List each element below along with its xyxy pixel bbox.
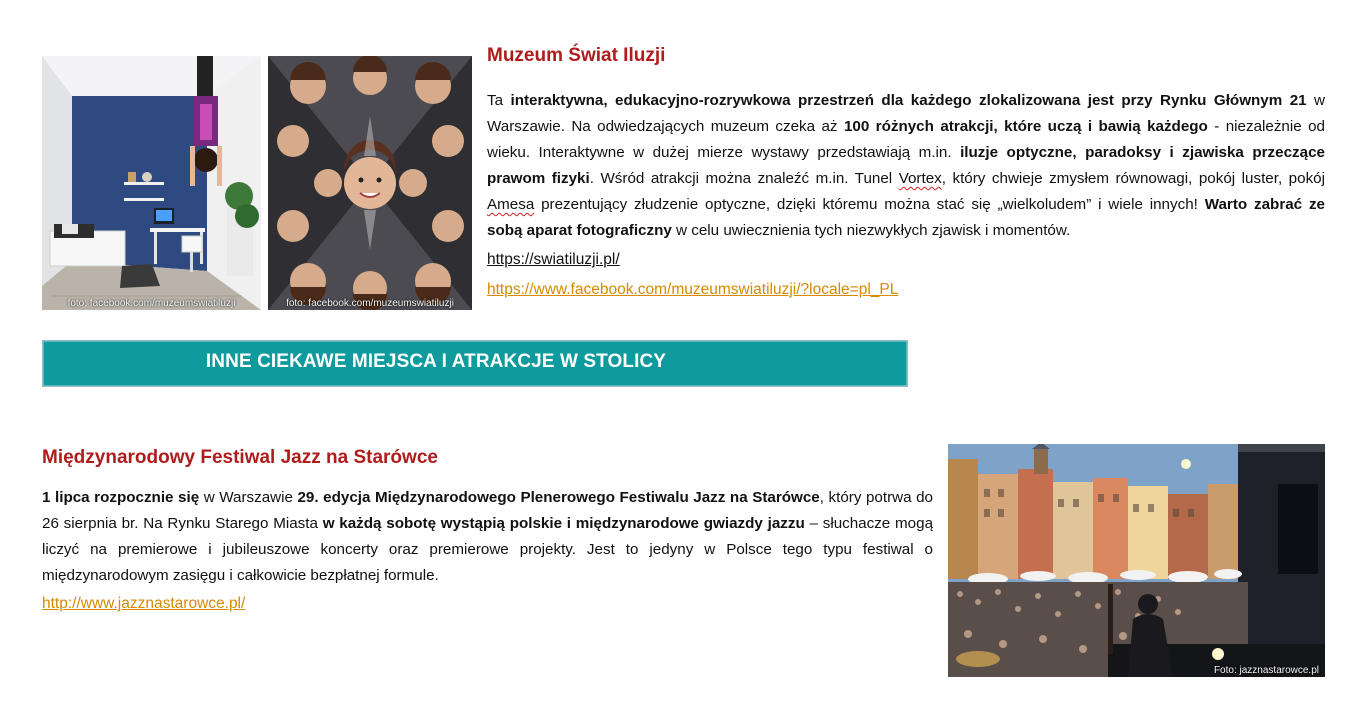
- text-bold: 100 różnych atrakcji, które uczą i bawią każdego: [843, 118, 1208, 135]
- text-bold: 1 lipca rozpocznie się: [42, 489, 200, 506]
- spellcheck-word: Amesa: [487, 196, 535, 213]
- text-bold: iluzje optyczne, paradoksy i zjawiska przeczące prawom fizyki: [487, 144, 1325, 187]
- section-banner-label: INNE CIEKAWE MIEJSCA I ATRAKCJE W STOLICY: [205, 351, 667, 372]
- jazz-website-link[interactable]: http://www.jazznastarowce.pl/: [42, 595, 246, 612]
- museum-website-link[interactable]: https://swiatiluzji.pl/: [487, 251, 620, 268]
- text-bold: interaktywna, edukacyjno-rozrywkowa przestrzeń dla każdego zlokalizowana jest przy Rynku Głównym 21: [510, 92, 1307, 109]
- museum-title: Muzeum Świat Iluzji: [487, 45, 666, 66]
- text-run: Ta: [487, 92, 511, 109]
- text-run: - niezależnie od wieku. Interaktywne w dużej mierze wystawy przedstawiają m.in.: [487, 118, 1325, 161]
- text-run: . Wśród atrakcji można znaleźć m.in. Tunel: [589, 170, 899, 187]
- museum-description: [487, 88, 1325, 244]
- section-banner: [42, 340, 908, 387]
- text-bold: w każdą sobotę wystąpią polskie i międzynarodowe gwiazdy jazzu: [322, 515, 805, 532]
- jazz-photo-concert: [948, 444, 1325, 677]
- jazz-description: [42, 485, 933, 589]
- text-bold: 29. edycja Międzynarodowego Plenerowego Festiwalu Jazz na Starówce: [297, 489, 820, 506]
- jazz-photo-caption: Foto: jazznastarowce.pl: [1213, 665, 1319, 676]
- text-run: , który chwieje zmysłem równowagi, pokój luster, pokój: [941, 170, 1325, 187]
- spellcheck-word: Vortex: [898, 170, 942, 187]
- museum-photo-kaleidoscope: [268, 56, 472, 310]
- museum-facebook-link[interactable]: https://www.facebook.com/muzeumswiatiluzji/?locale=pl_PL: [487, 281, 899, 298]
- museum-photo-room-caption: foto: facebook.com/muzeumswiatiluzji: [67, 298, 236, 309]
- text-run: w Warszawie. Na odwiedzających muzeum czeka aż: [487, 92, 1326, 135]
- text-run: , który potrwa do 26 sierpnia br. Na Rynku Starego Miasta: [42, 489, 934, 532]
- text-bold: Warto zabrać ze sobą aparat fotograficzny: [487, 196, 1325, 239]
- text-run: – słuchacze mogą liczyć na premierowe i jubileuszowe koncerty oraz premierowe projekty. Jest to jedyny w Polsce tego typu festiwal o międzynarodowym zasięgu i całkowicie bezpłatnej formule.: [42, 515, 934, 584]
- jazz-title: Międzynarodowy Festiwal Jazz na Starówce: [42, 447, 438, 468]
- text-run: prezentujący złudzenie optyczne, dzięki któremu można stać się „wielkoludem” i wiele innych!: [534, 196, 1205, 213]
- text-run: w celu uwiecznienia tych niezwykłych zjawisk i momentów.: [671, 222, 1071, 239]
- text-run: w Warszawie: [199, 489, 298, 506]
- museum-photo-room: [42, 56, 261, 310]
- museum-photo-kaleidoscope-caption: foto: facebook.com/muzeumswiatiluzji: [286, 298, 454, 309]
